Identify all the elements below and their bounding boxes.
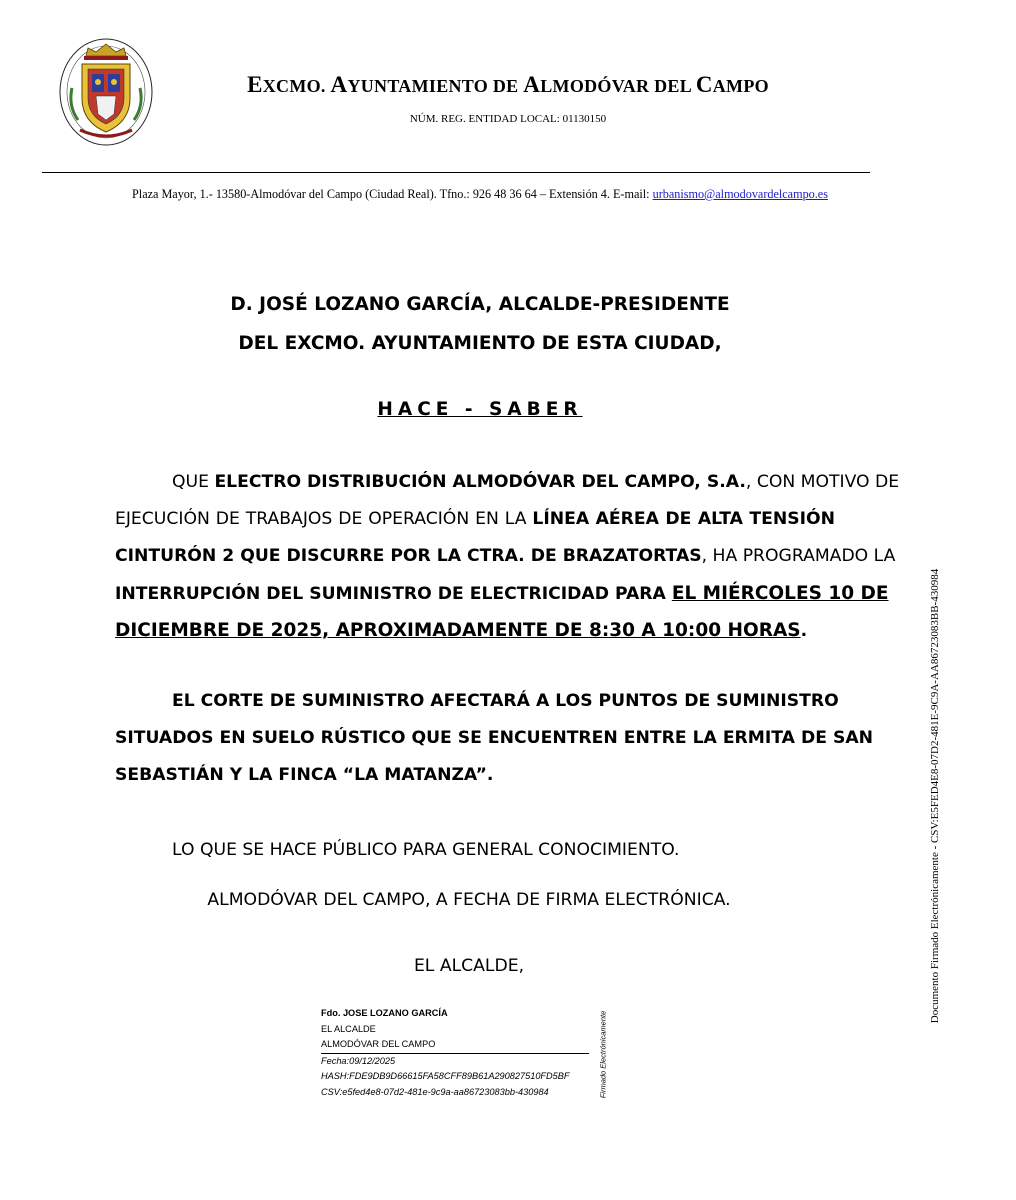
signer-municipality: ALMODÓVAR DEL CAMPO: [321, 1037, 589, 1054]
signatory-title: EL ALCALDE,: [413, 956, 525, 976]
interruption-time: DICIEMBRE DE 2025, APROXIMADAMENTE DE 8:30 A 10:00 HORAS: [115, 620, 801, 641]
title-initial: C: [695, 72, 713, 97]
text-run: , HA PROGRAMADO LA: [701, 546, 896, 566]
signature-hash: HASH:FDE9DB9D66615FA58CFF89B61A290827510FD5BF: [321, 1071, 570, 1081]
title-initial: E: [247, 72, 263, 97]
mayor-heading: D. JOSÉ LOZANO GARCÍA, ALCALDE-PRESIDENTE: [230, 294, 730, 315]
line-route: CINTURÓN 2 QUE DISCURRE POR LA CTRA. DE BRAZATORTAS: [115, 546, 702, 566]
text-run: QUE: [172, 472, 215, 492]
paragraph-line: SITUADOS EN SUELO RÚSTICO QUE SE ENCUENTREN ENTRE LA ERMITA DE SAN: [115, 728, 874, 748]
interruption-text: INTERRUPCIÓN DEL SUMINISTRO DE ELECTRICIDAD PARA: [115, 584, 672, 604]
electronic-signature-block: [321, 1006, 591, 1100]
notice-paragraph: [115, 464, 900, 649]
company-name: ELECTRO DISTRIBUCIÓN ALMODÓVAR DEL CAMPO, S.A.: [214, 472, 746, 492]
text-run: .: [800, 621, 808, 641]
registry-number: NÚM. REG. ENTIDAD LOCAL: 01130150: [409, 113, 607, 125]
closing-statement: LO QUE SE HACE PÚBLICO PARA GENERAL CONOCIMIENTO.: [172, 840, 680, 860]
paragraph-line: [115, 612, 835, 649]
paragraph-line: [115, 464, 900, 501]
paragraph-line: [115, 575, 889, 612]
paragraph-line: [115, 538, 896, 575]
title-word: LMODÓVAR DEL: [540, 76, 696, 96]
text-run: EJECUCIÓN DE TRABAJOS DE OPERACIÓN EN LA: [115, 509, 533, 529]
signature-csv: CSV:e5fed4e8-07d2-481e-9c9a-aa86723083bb-430984: [321, 1086, 549, 1097]
contact-address: Plaza Mayor, 1.- 13580-Almodóvar del Campo (Ciudad Real). Tfno.: 926 48 36 64 – Extensión 4. E-mail:: [132, 187, 653, 201]
signer-name: Fdo. JOSE LOZANO GARCÍA: [321, 1008, 448, 1018]
signature-vertical-label: Firmado Electrónicamente: [598, 1010, 608, 1099]
header-divider: [42, 172, 870, 173]
text-run: , CON MOTIVO DE: [745, 472, 900, 492]
email-link[interactable]: urbanismo@almodovardelcampo.es: [652, 187, 828, 201]
date-line: ALMODÓVAR DEL CAMPO, A FECHA DE FIRMA ELECTRÓNICA.: [207, 890, 731, 910]
paragraph-line: SEBASTIÁN Y LA FINCA “LA MATANZA”.: [115, 765, 494, 785]
title-word: XCMO.: [262, 76, 331, 96]
title-initial: A: [523, 72, 541, 97]
paragraph-line: [115, 501, 835, 538]
signer-role: EL ALCALDE: [321, 1023, 376, 1034]
title-word: AMPO: [712, 76, 769, 96]
hace-saber-text: HACE - SABER: [377, 399, 583, 420]
line-name: LÍNEA AÉREA DE ALTA TENSIÓN: [532, 509, 836, 529]
signature-date: Fecha:09/12/2025: [321, 1055, 396, 1066]
title-initial: A: [330, 72, 348, 97]
interruption-date: EL MIÉRCOLES 10 DE: [671, 583, 889, 604]
side-csv-stamp: Documento Firmado Electrónicamente - CSV:E5FED4E8-07D2-481E-9C9A-AA86723083BB-430984: [929, 568, 941, 1024]
contact-line: [0, 187, 960, 202]
paragraph-line: EL CORTE DE SUMINISTRO AFECTARÁ A LOS PUNTOS DE SUMINISTRO: [172, 691, 839, 711]
org-title: [0, 72, 1016, 98]
title-word: YUNTAMIENTO DE: [347, 76, 524, 96]
affected-area-paragraph: [115, 683, 874, 794]
hace-saber-heading: [0, 399, 960, 420]
council-heading: DEL EXCMO. AYUNTAMIENTO DE ESTA CIUDAD,: [238, 333, 722, 354]
